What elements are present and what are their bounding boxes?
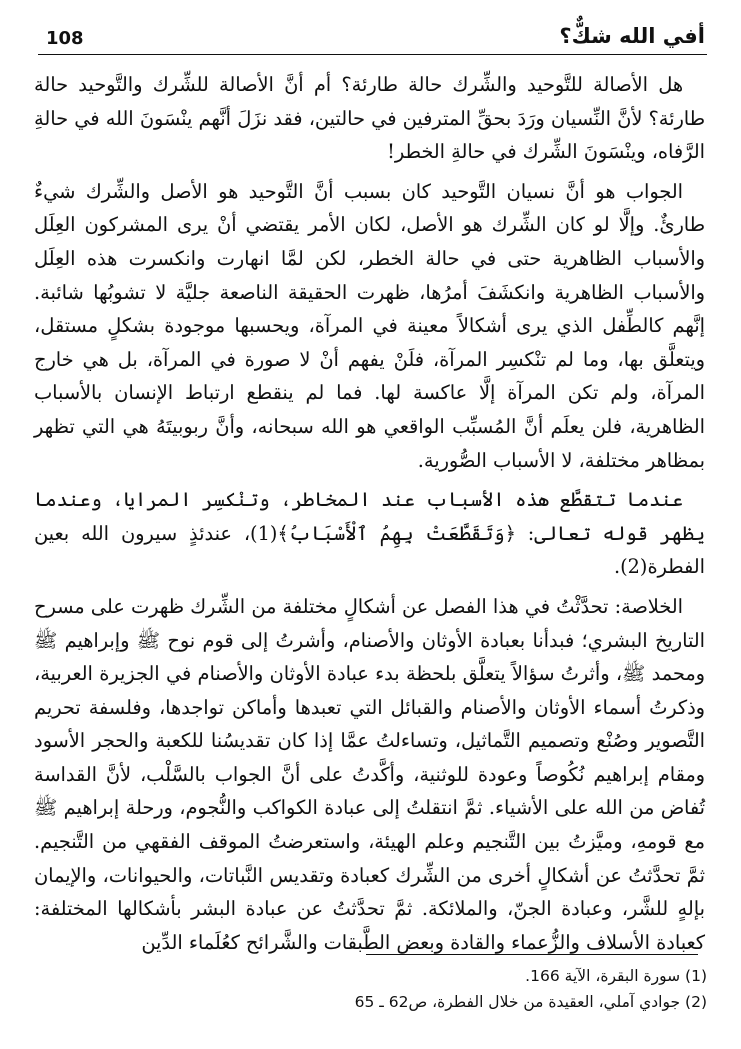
- footnote-2: (2) جوادي آملي، العقيدة من خلال الفطرة، ص62 ـ 65: [354, 993, 707, 1011]
- paragraph-quran-quote: عندما تتقطَّع هذه الأسباب عند المخاطر، وتنْكسِر المرايا، وعندما يظهر قوله تعالى: ﴿وَتَقَطَّعَتْ بِهِمُ ٱلْأَسْبَابُ﴾(1)، عندئذٍ سيرون الله بعين الفطرة(2).: [34, 488, 705, 579]
- footnote-divider: [366, 954, 698, 955]
- footnotes: [34, 963, 707, 1015]
- paragraph-answer: الجواب هو أنَّ نسيان التَّوحيد كان بسبب أنَّ التَّوحيد هو الأصل والشِّرك شيءٌ طارئٌ. وإلَّا لو كان الشِّرك هو الأصل، لكان الأمر يقتضي أنْ يرى المشركون العِلَل والأسباب الظاهرية حتى في حالة الخطر، لكن لمَّا انهارت وانكسرت هذه العِلَل والأسباب الظاهرية وانكشَفَ أمرُها، ظهرت الحقيقة الناصعة جليَّة لا تشوبُها شائبة. إنَّهم كالطِّفل الذي يرى أشكالاً معينة في المرآة، ويحسبها موجودة بشكلٍ مستقل، ويتعلَّق بها، وما لم تنْكسِر المرآة، فلَنْ يفهم أنْ لا صورة في المرآة، بل هي خارج المرآة، ولم تكن المرآة إلَّا عاكسة لها. فما لم ينقطع ارتباط الإنسان بالأسباب الظاهرية، فلن يعلَم أنَّ المُسبِّب الواقعي هو الله سبحانه، وأنَّ ربوبيتَهُ هي التي تظهر بمظاهر مختلفة، لا الأسباب الصُّورية.: [34, 179, 705, 472]
- running-title: أفي الله شكٌّ؟: [559, 24, 705, 48]
- paragraph-question: هل الأصالة للتَّوحيد والشِّرك حالة طارئة؟ أم أنَّ الأصالة للشِّرك والتَّوحيد حالة طارئة؟ لأنَّ النِّسيان ورَدَ بحقِّ المترفين في حالتين، فقد نزَلَ أنَّهم ينْسَونَ الله في حالةِ الرَّفاه، وينْسَونَ الشِّرك في حالةِ الخطر!: [34, 73, 705, 164]
- paragraph-summary: الخلاصة: تحدَّثْتُ في هذا الفصل عن أشكالٍ مختلفة من الشِّرك ظهرت على مسرح التاريخ البشري؛ فبدأنا بعبادة الأوثان والأصنام، وأشرتُ إلى قوم نوح ﷺ وإبراهيم ﷺ ومحمد ﷺ، وأثرتُ سؤالاً يتعلَّق بلحظة بدء عبادة الأوثان والأصنام في الجزيرة العربية، وذكرتُ أسماء الأوثان والأصنام والقبائل التي تعبدها وأماكن تواجدها، وفلسفة تحريم التَّصوير وصُنْع وتصميم التَّماثيل، وتساءلتُ عمَّا إذا كان تقديسُنا للكعبة والحجر الأسود ومقام إبراهيم نُكُوصاً وعودة للوثنية، وأكَّدتُ على أنَّ الجواب بالسَّلْب، لأنَّ القداسة تُفاض من الله على الأشياء. ثمَّ انتقلتُ إلى عبادة الكواكب والنُّجوم، ورحلة إبراهيم ﷺ مع قومهِ، وميَّزتُ بين التَّنجيم وعلم الهيئة، واستعرضتُ الموقف الفقهي من التَّنجيم. ثمَّ تحدَّثتُ عن أشكالٍ أخرى من الشِّرك كعبادة وتقديس النَّباتات، والحيوانات، والإيمان بإلهٍ للشَّر، وعبادة الجنّ، والملائكة. ثمَّ تحدَّثتُ عن عبادة البشر بأشكالها المختلفة: كعبادة الأسلاف والزُّعماء والقادة وبعض الطَّبقات والشَّرائح كعُلَماء الدِّين: [34, 594, 705, 954]
- footnote-1: (1) سورة البقرة، الآية 166.: [525, 967, 707, 985]
- page-header: [38, 20, 707, 55]
- main-text: [34, 68, 705, 965]
- page-number: 108: [46, 28, 84, 49]
